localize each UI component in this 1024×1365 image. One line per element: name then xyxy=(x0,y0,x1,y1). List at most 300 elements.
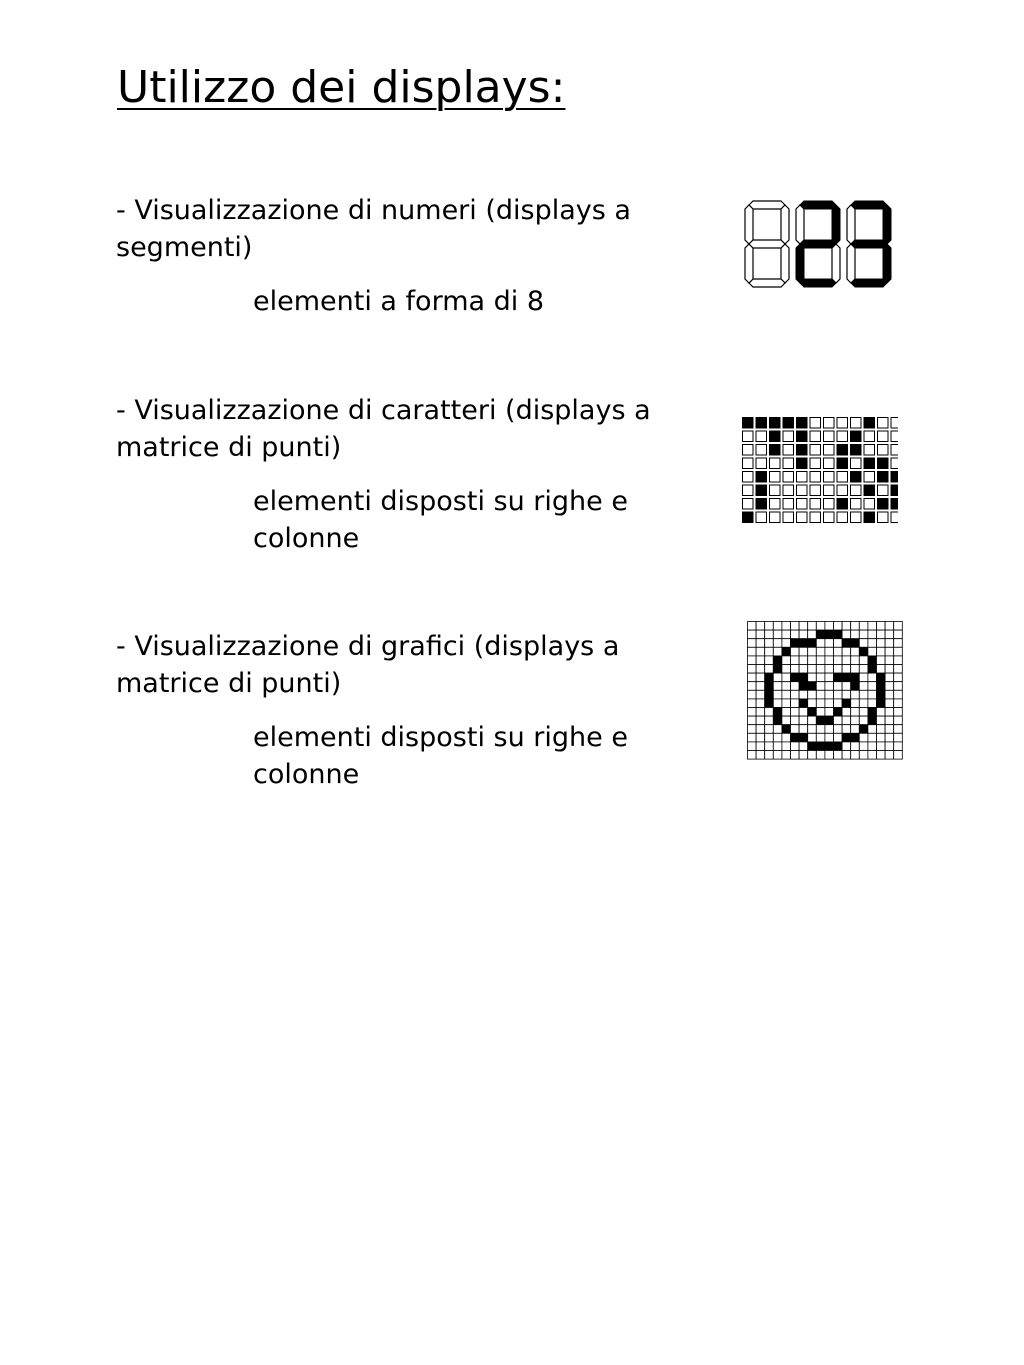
pixel-on xyxy=(891,485,898,496)
pixel-on xyxy=(799,682,808,691)
segment-off xyxy=(847,244,855,283)
pixel-off xyxy=(783,499,794,510)
pixel-on xyxy=(773,656,782,665)
pixel-off xyxy=(756,656,765,665)
pixel-off xyxy=(810,431,821,442)
pixel-off xyxy=(837,512,848,523)
pixel-off xyxy=(782,716,791,725)
pixel-off xyxy=(878,431,889,442)
pixel-off xyxy=(765,647,774,656)
pixel-off xyxy=(773,690,782,699)
pixel-off xyxy=(842,630,851,639)
pixel-off xyxy=(756,742,765,751)
pixel-off xyxy=(834,725,843,734)
pixel-on xyxy=(765,682,774,691)
pixel-off xyxy=(834,647,843,656)
pixel-on xyxy=(770,418,781,429)
dot-matrix-characters-icon xyxy=(740,415,898,527)
pixel-off xyxy=(808,647,817,656)
pixel-off xyxy=(782,690,791,699)
pixel-off xyxy=(851,418,862,429)
pixel-on xyxy=(816,716,825,725)
pixel-off xyxy=(765,665,774,674)
pixel-on xyxy=(842,733,851,742)
pixel-on xyxy=(868,656,877,665)
pixel-off xyxy=(799,665,808,674)
pixel-off xyxy=(868,639,877,648)
pixel-on xyxy=(797,418,808,429)
pixel-off xyxy=(825,708,834,717)
pixel-off xyxy=(894,630,903,639)
segment-off xyxy=(781,205,789,244)
pixel-off xyxy=(864,445,875,456)
pixel-off xyxy=(783,445,794,456)
pixel-off xyxy=(799,647,808,656)
pixel-off xyxy=(825,673,834,682)
pixel-off xyxy=(885,639,894,648)
pixel-off xyxy=(894,690,903,699)
pixel-off xyxy=(756,630,765,639)
pixel-on xyxy=(825,630,834,639)
pixel-off xyxy=(864,472,875,483)
pixel-on xyxy=(864,418,875,429)
pixel-off xyxy=(773,630,782,639)
pixel-on xyxy=(864,512,875,523)
pixel-off xyxy=(864,431,875,442)
pixel-off xyxy=(748,742,757,751)
pixel-off xyxy=(834,699,843,708)
bullet-numbers-detail: elementi a forma di 8 xyxy=(253,286,545,317)
pixel-off xyxy=(877,665,886,674)
pixel-off xyxy=(868,682,877,691)
pixel-off xyxy=(773,699,782,708)
segment-off xyxy=(745,205,753,244)
pixel-off xyxy=(859,733,868,742)
pixel-off xyxy=(825,725,834,734)
pixel-off xyxy=(816,622,825,631)
pixel-off xyxy=(748,725,757,734)
digit-2 xyxy=(796,201,840,287)
pixel-off xyxy=(782,699,791,708)
pixel-off xyxy=(877,708,886,717)
seven-segment-digits-icon xyxy=(740,196,900,292)
pixel-off xyxy=(851,665,860,674)
pixel-on xyxy=(864,485,875,496)
pixel-off xyxy=(808,699,817,708)
pixel-on xyxy=(799,673,808,682)
pixel-off xyxy=(799,622,808,631)
pixel-on xyxy=(797,458,808,469)
pixel-off xyxy=(894,647,903,656)
pixel-off xyxy=(743,485,754,496)
pixel-on xyxy=(859,725,868,734)
pixel-off xyxy=(842,742,851,751)
pixel-off xyxy=(877,742,886,751)
pixel-off xyxy=(851,708,860,717)
pixel-off xyxy=(842,656,851,665)
segment-on xyxy=(796,244,804,283)
pixel-off xyxy=(878,418,889,429)
pixel-off xyxy=(748,682,757,691)
pixel-off xyxy=(825,682,834,691)
pixel-off xyxy=(842,665,851,674)
pixel-off xyxy=(782,630,791,639)
pixel-off xyxy=(816,725,825,734)
pixel-off xyxy=(877,622,886,631)
pixel-off xyxy=(885,733,894,742)
pixel-on xyxy=(816,742,825,751)
pixel-on xyxy=(878,458,889,469)
bullet-graphics-detail: elementi disposti su righe e colonne xyxy=(253,722,628,790)
pixel-on xyxy=(834,742,843,751)
pixel-off xyxy=(877,716,886,725)
pixel-off xyxy=(756,682,765,691)
pixel-off xyxy=(877,751,886,760)
pixel-off xyxy=(773,639,782,648)
pixel-off xyxy=(894,699,903,708)
pixel-on xyxy=(808,682,817,691)
pixel-off xyxy=(782,751,791,760)
pixel-off xyxy=(773,742,782,751)
pixel-off xyxy=(748,733,757,742)
pixel-on xyxy=(799,733,808,742)
segment-on xyxy=(832,205,840,244)
pixel-off xyxy=(824,485,835,496)
segment-off xyxy=(745,244,753,283)
pixel-off xyxy=(868,742,877,751)
pixel-off xyxy=(791,699,800,708)
digit-3 xyxy=(847,201,891,287)
pixel-off xyxy=(891,431,898,442)
pixel-off xyxy=(851,725,860,734)
pixel-off xyxy=(748,708,757,717)
pixel-off xyxy=(748,630,757,639)
pixel-off xyxy=(834,656,843,665)
pixel-on xyxy=(743,512,754,523)
pixel-on xyxy=(868,716,877,725)
pixel-off xyxy=(824,445,835,456)
pixel-off xyxy=(877,647,886,656)
segment-on xyxy=(883,205,891,244)
pixel-off xyxy=(851,656,860,665)
pixel-on xyxy=(859,647,868,656)
pixel-on xyxy=(799,639,808,648)
pixel-off xyxy=(810,472,821,483)
pixel-on xyxy=(851,673,860,682)
pixel-off xyxy=(816,751,825,760)
pixel-off xyxy=(878,512,889,523)
pixel-off xyxy=(868,622,877,631)
pixel-off xyxy=(825,733,834,742)
pixel-off xyxy=(868,647,877,656)
pixel-off xyxy=(808,665,817,674)
pixel-off xyxy=(791,751,800,760)
pixel-off xyxy=(894,656,903,665)
pixel-off xyxy=(756,665,765,674)
segment-on xyxy=(800,279,836,287)
pixel-off xyxy=(868,751,877,760)
pixel-off xyxy=(859,708,868,717)
pixel-off xyxy=(765,622,774,631)
pixel-off xyxy=(816,665,825,674)
pixel-on xyxy=(842,639,851,648)
pixel-off xyxy=(765,742,774,751)
pixel-off xyxy=(783,512,794,523)
pixel-off xyxy=(765,630,774,639)
pixel-on xyxy=(782,725,791,734)
pixel-on xyxy=(837,458,848,469)
pixel-off xyxy=(748,673,757,682)
pixel-off xyxy=(808,690,817,699)
pixel-off xyxy=(782,682,791,691)
pixel-off xyxy=(791,708,800,717)
pixel-off xyxy=(825,639,834,648)
pixel-off xyxy=(791,682,800,691)
pixel-off xyxy=(859,699,868,708)
pixel-off xyxy=(885,665,894,674)
pixel-off xyxy=(756,673,765,682)
pixel-off xyxy=(765,639,774,648)
bullet-characters-detail: elementi disposti su righe e colonne xyxy=(253,486,628,554)
bullet-numbers-displays: - Visualizzazione di numeri (displays a segmenti) xyxy=(116,195,631,263)
pixel-off xyxy=(773,622,782,631)
pixel-off xyxy=(859,673,868,682)
pixel-off xyxy=(868,690,877,699)
pixel-off xyxy=(799,725,808,734)
pixel-off xyxy=(791,630,800,639)
pixel-on xyxy=(773,708,782,717)
pixel-off xyxy=(842,725,851,734)
pixel-off xyxy=(851,630,860,639)
pixel-off xyxy=(851,647,860,656)
pixel-off xyxy=(782,708,791,717)
pixel-off xyxy=(885,751,894,760)
pixel-on xyxy=(837,499,848,510)
pixel-off xyxy=(782,656,791,665)
pixel-off xyxy=(864,499,875,510)
pixel-off xyxy=(756,716,765,725)
bullet-characters-displays: - Visualizzazione di caratteri (displays a matrice di punti) xyxy=(116,395,651,463)
pixel-off xyxy=(756,733,765,742)
pixel-on xyxy=(842,673,851,682)
pixel-off xyxy=(868,733,877,742)
pixel-off xyxy=(756,708,765,717)
pixel-off xyxy=(765,656,774,665)
pixel-off xyxy=(885,682,894,691)
pixel-off xyxy=(783,472,794,483)
pixel-on xyxy=(756,485,767,496)
pixel-off xyxy=(842,716,851,725)
pixel-off xyxy=(810,418,821,429)
pixel-on xyxy=(770,445,781,456)
pixel-off xyxy=(859,742,868,751)
pixel-off xyxy=(837,485,848,496)
pixel-off xyxy=(808,622,817,631)
pixel-off xyxy=(808,673,817,682)
pixel-off xyxy=(765,716,774,725)
pixel-off xyxy=(825,751,834,760)
pixel-off xyxy=(878,445,889,456)
pixel-on xyxy=(808,639,817,648)
pixel-off xyxy=(783,431,794,442)
pixel-off xyxy=(770,499,781,510)
pixel-off xyxy=(859,716,868,725)
pixel-on xyxy=(834,708,843,717)
pixel-off xyxy=(748,699,757,708)
pixel-off xyxy=(851,742,860,751)
pixel-off xyxy=(808,733,817,742)
pixel-off xyxy=(824,472,835,483)
pixel-off xyxy=(782,742,791,751)
pixel-off xyxy=(797,499,808,510)
pixel-off xyxy=(770,458,781,469)
pixel-off xyxy=(877,630,886,639)
pixel-on xyxy=(756,499,767,510)
segment-off xyxy=(796,205,804,244)
pixel-on xyxy=(891,472,898,483)
segment-on xyxy=(800,201,836,209)
pixel-off xyxy=(816,682,825,691)
pixel-off xyxy=(824,499,835,510)
pixel-off xyxy=(748,622,757,631)
pixel-off xyxy=(894,682,903,691)
pixel-off xyxy=(891,458,898,469)
pixel-off xyxy=(791,742,800,751)
pixel-off xyxy=(782,673,791,682)
pixel-off xyxy=(808,630,817,639)
pixel-off xyxy=(825,690,834,699)
pixel-off xyxy=(748,647,757,656)
pixel-off xyxy=(816,699,825,708)
pixel-off xyxy=(894,742,903,751)
pixel-off xyxy=(842,682,851,691)
pixel-off xyxy=(825,622,834,631)
pixel-on xyxy=(868,708,877,717)
pixel-off xyxy=(756,431,767,442)
pixel-on xyxy=(791,733,800,742)
segment-on xyxy=(800,240,836,248)
pixel-on xyxy=(756,472,767,483)
pixel-off xyxy=(834,639,843,648)
pixel-off xyxy=(765,725,774,734)
pixel-off xyxy=(770,472,781,483)
pixel-off xyxy=(773,673,782,682)
pixel-off xyxy=(773,725,782,734)
pixel-off xyxy=(859,682,868,691)
pixel-off xyxy=(799,708,808,717)
pixel-off xyxy=(791,690,800,699)
pixel-on xyxy=(797,431,808,442)
pixel-off xyxy=(885,742,894,751)
pixel-off xyxy=(799,716,808,725)
pixel-on xyxy=(825,742,834,751)
pixel-off xyxy=(756,445,767,456)
pixel-off xyxy=(894,639,903,648)
pixel-on xyxy=(851,431,862,442)
pixel-off xyxy=(894,708,903,717)
pixel-on xyxy=(834,673,843,682)
pixel-off xyxy=(748,665,757,674)
pixel-off xyxy=(878,485,889,496)
pixel-on xyxy=(797,445,808,456)
pixel-off xyxy=(859,630,868,639)
pixel-off xyxy=(885,690,894,699)
pixel-off xyxy=(877,656,886,665)
pixel-off xyxy=(756,690,765,699)
pixel-off xyxy=(859,639,868,648)
pixel-off xyxy=(824,458,835,469)
pixel-off xyxy=(799,656,808,665)
pixel-off xyxy=(816,673,825,682)
pixel-off xyxy=(859,751,868,760)
pixel-on xyxy=(864,458,875,469)
pixel-off xyxy=(894,716,903,725)
pixel-on xyxy=(842,699,851,708)
pixel-off xyxy=(842,647,851,656)
pixel-off xyxy=(810,512,821,523)
pixel-off xyxy=(851,622,860,631)
pixel-off xyxy=(824,512,835,523)
pixel-off xyxy=(885,699,894,708)
pixel-on xyxy=(878,472,889,483)
pixel-off xyxy=(783,458,794,469)
pixel-off xyxy=(797,472,808,483)
pixel-off xyxy=(885,656,894,665)
pixel-off xyxy=(859,665,868,674)
pixel-off xyxy=(810,485,821,496)
pixel-off xyxy=(748,690,757,699)
pixel-off xyxy=(773,682,782,691)
pixel-off xyxy=(894,733,903,742)
segment-on xyxy=(883,244,891,283)
pixel-off xyxy=(765,751,774,760)
pixel-off xyxy=(770,512,781,523)
pixel-on xyxy=(791,639,800,648)
pixel-off xyxy=(894,665,903,674)
pixel-on xyxy=(851,682,860,691)
pixel-off xyxy=(783,485,794,496)
pixel-off xyxy=(797,485,808,496)
pixel-off xyxy=(808,725,817,734)
pixel-off xyxy=(842,708,851,717)
pixel-off xyxy=(894,725,903,734)
pixel-on xyxy=(765,673,774,682)
pixel-off xyxy=(799,630,808,639)
pixel-off xyxy=(773,647,782,656)
pixel-off xyxy=(824,418,835,429)
pixel-off xyxy=(773,733,782,742)
pixel-off xyxy=(816,733,825,742)
pixel-off xyxy=(837,431,848,442)
pixel-off xyxy=(851,485,862,496)
pixel-off xyxy=(782,665,791,674)
bullet-graphics-displays: - Visualizzazione di grafici (displays a matrice di punti) xyxy=(116,631,620,699)
pixel-on xyxy=(743,418,754,429)
pixel-off xyxy=(885,622,894,631)
pixel-off xyxy=(834,622,843,631)
pixel-off xyxy=(825,699,834,708)
pixel-off xyxy=(782,622,791,631)
pixel-off xyxy=(825,665,834,674)
pixel-off xyxy=(824,431,835,442)
pixel-off xyxy=(868,725,877,734)
pixel-off xyxy=(834,682,843,691)
page-title: Utilizzo dei displays: xyxy=(117,62,566,113)
digit-1 xyxy=(745,201,789,287)
pixel-off xyxy=(885,630,894,639)
segment-off xyxy=(749,279,785,287)
pixel-off xyxy=(894,622,903,631)
